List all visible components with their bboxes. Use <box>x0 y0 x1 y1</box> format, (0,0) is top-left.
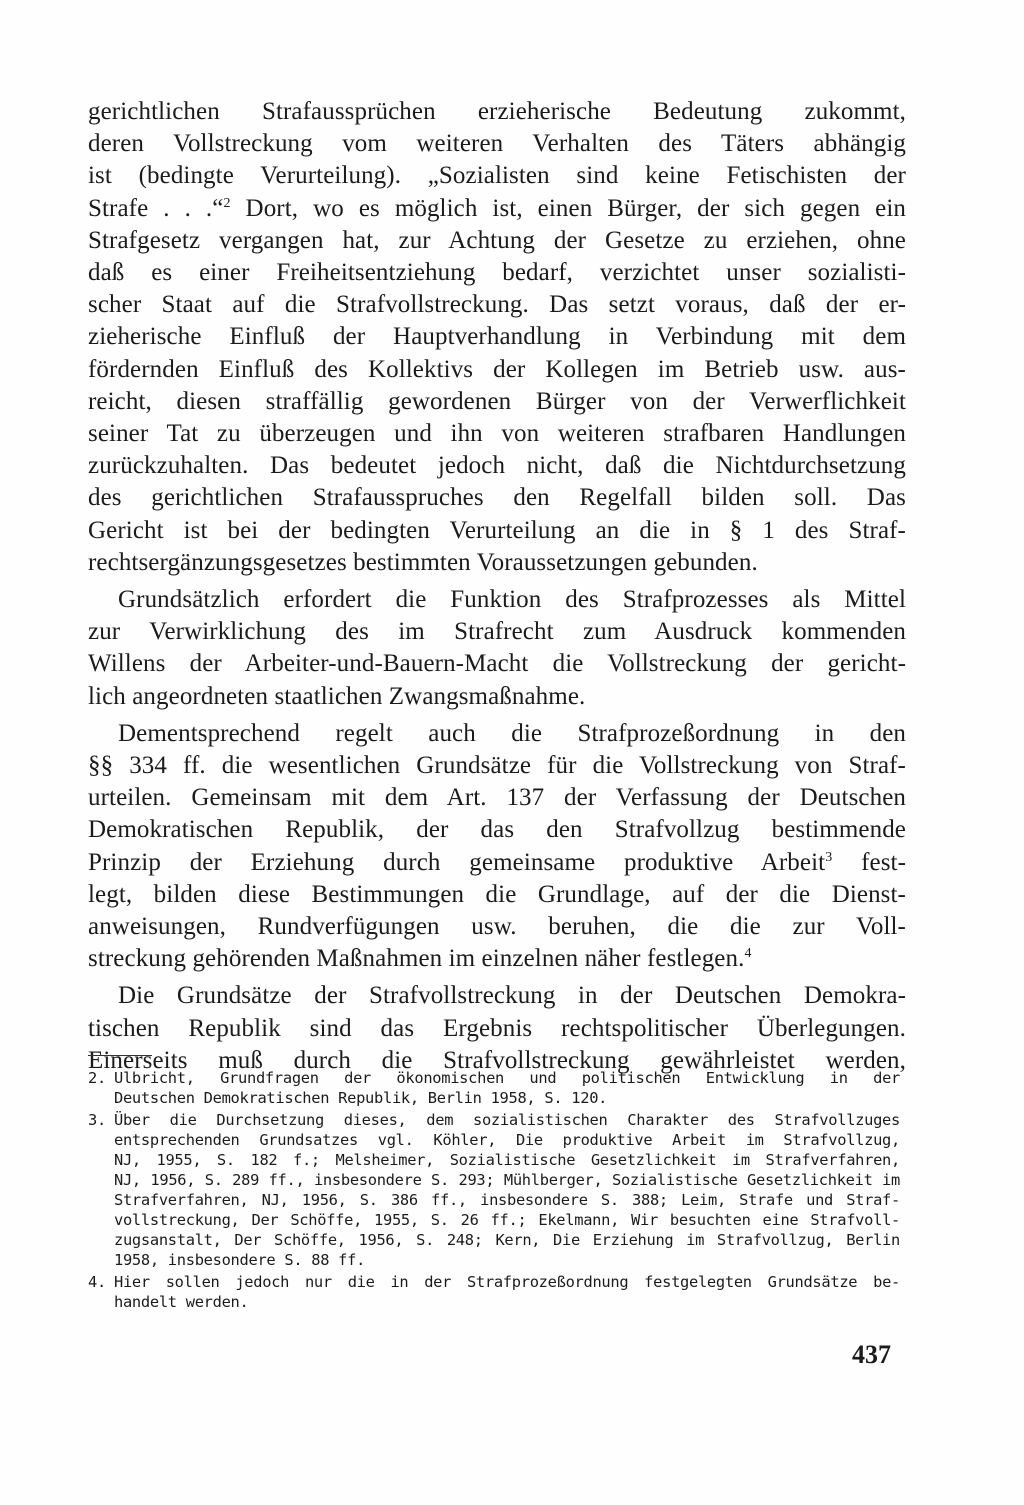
footnote-number: 4. <box>88 1273 106 1291</box>
text-line: des gerichtlichen Strafausspruches den Regelfall bilden soll. Das <box>88 484 906 512</box>
footnote-ref-2: 2 <box>223 195 231 211</box>
text-line: urteilen. Gemeinsam mit dem Art. 137 der Verfassung der Deutschen <box>88 784 906 812</box>
footnote-line: NJ, 1955, S. 182 f.; Melsheimer, Sozialistische Gesetzlichkeit im Strafverfahren, <box>114 1151 900 1169</box>
footnote-ref-3: 3 <box>825 849 833 865</box>
text-line: seiner Tat zu überzeugen und ihn von weiteren strafbaren Handlungen <box>88 420 906 448</box>
text-line: Dementsprechend regelt auch die Strafprozeßordnung in den <box>118 719 906 747</box>
text-line <box>88 193 906 225</box>
page-number: 437 <box>852 1340 891 1369</box>
footnote-number: 3. <box>88 1111 106 1129</box>
text-fragment: streckung gehörenden Maßnahmen im einzelnen näher festlegen. <box>88 945 745 973</box>
text-line: Einerseits muß durch die Strafvollstreckung gewährleistet werden, <box>88 1046 906 1074</box>
text-line: ist (bedingte Verurteilung). „Sozialisten sind keine Fetischisten der <box>88 162 906 190</box>
paragraph-1 <box>88 96 906 579</box>
paragraph-4 <box>88 980 906 1077</box>
footnotes <box>88 1068 900 1314</box>
text-line: anweisungen, Rundverfügungen usw. beruhen, die die zur Voll- <box>88 913 906 941</box>
text-line: Die Grundsätze der Strafvollstreckung in der Deutschen Demokra- <box>118 982 906 1010</box>
text-line: Willens der Arbeiter-und-Bauern-Macht die Vollstreckung der gericht- <box>88 650 906 678</box>
text-fragment: Strafe . . .“ <box>88 194 224 222</box>
text-line: Grundsätzlich erfordert die Funktion des Strafprozesses als Mittel <box>118 586 906 614</box>
text-line: Strafgesetz vergangen hat, zur Achtung der Gesetze zu erziehen, ohne <box>88 226 906 254</box>
footnote-line: zugsanstalt, Der Schöffe, 1956, S. 248; Kern, Die Erziehung im Strafvollzug, Berlin <box>114 1231 900 1249</box>
text-line: rechtsergänzungsgesetzes bestimmten Voraussetzungen gebunden. <box>88 548 758 576</box>
text-line: lich angeordneten staatlichen Zwangsmaßnahme. <box>88 682 586 710</box>
main-text <box>88 96 906 1077</box>
text-line: tischen Republik sind das Ergebnis rechtspolitischer Überlegungen. <box>88 1014 906 1042</box>
footnote-line: Deutschen Demokratischen Republik, Berlin 1958, S. 120. <box>114 1089 608 1107</box>
text-line: §§ 334 ff. die wesentlichen Grundsätze für die Vollstreckung von Straf- <box>88 752 906 780</box>
footnote-number: 2. <box>88 1069 106 1087</box>
paragraph-2 <box>88 584 906 713</box>
text-line: Demokratischen Republik, der das den Strafvollzug bestimmende <box>88 816 906 844</box>
footnote-line: Strafverfahren, NJ, 1956, S. 386 ff., insbesondere S. 388; Leim, Strafe und Straf- <box>114 1191 900 1209</box>
text-line: gerichtlichen Strafaussprüchen erzieherische Bedeutung zukommt, <box>88 98 906 125</box>
text-line <box>88 847 906 879</box>
footnote-line: 1958, insbesondere S. 88 ff. <box>114 1251 366 1269</box>
text-fragment: Dort, wo es möglich ist, einen Bürger, der sich gegen ein <box>245 194 906 222</box>
text-line: legt, bilden diese Bestimmungen die Grundlage, auf der die Dienst- <box>88 880 906 908</box>
text-line: zurückzuhalten. Das bedeutet jedoch nicht, daß die Nichtdurchsetzung <box>88 452 906 480</box>
text-line: scher Staat auf die Strafvollstreckung. Das setzt voraus, daß der er- <box>88 291 906 319</box>
footnote-line: vollstreckung, Der Schöffe, 1955, S. 26 ff.; Ekelmann, Wir besuchten eine Strafvoll- <box>114 1211 900 1229</box>
text-line: Gericht ist bei der bedingten Verurteilung an die in § 1 des Straf- <box>88 516 906 544</box>
text-line: reicht, diesen straffällig gewordenen Bürger von der Verwerflichkeit <box>88 387 906 415</box>
footnote-line: NJ, 1956, S. 289 ff., insbesondere S. 293; Mühlberger, Sozialistische Gesetzlichkeit im <box>114 1171 900 1189</box>
footnote-line: Ulbricht, Grundfragen der ökonomischen und politischen Entwicklung in der <box>114 1069 900 1087</box>
text-line: zur Verwirklichung des im Strafrecht zum Ausdruck kommenden <box>88 618 906 646</box>
text-fragment: Prinzip der Erziehung durch gemeinsame produktive Arbeit <box>88 848 826 876</box>
text-fragment: fest- <box>861 848 906 876</box>
footnote-line: Über die Durchsetzung dieses, dem sozialistischen Charakter des Strafvollzuges <box>114 1111 900 1129</box>
footnote-ref-4: 4 <box>744 946 752 962</box>
text-line: fördernden Einfluß des Kollektivs der Kollegen im Betrieb usw. aus- <box>88 355 906 383</box>
footnote-line: handelt werden. <box>114 1293 249 1311</box>
footnote-divider <box>88 1055 152 1056</box>
footnote-3 <box>88 1110 900 1270</box>
paragraph-3 <box>88 718 906 976</box>
text-line: daß es einer Freiheitsentziehung bedarf, verzichtet unser sozialisti- <box>88 259 906 287</box>
text-line: deren Vollstreckung vom weiteren Verhalten des Täters abhängig <box>88 130 906 158</box>
footnote-2 <box>88 1068 900 1108</box>
text-line: zieherische Einfluß der Hauptverhandlung in Verbindung mit dem <box>88 323 906 351</box>
footnote-line: entsprechenden Grundsatzes vgl. Köhler, Die produktive Arbeit im Strafvollzug, <box>114 1131 900 1149</box>
footnote-4 <box>88 1272 900 1312</box>
footnote-line: Hier sollen jedoch nur die in der Strafprozeßordnung festgelegten Grundsätze be- <box>114 1273 900 1291</box>
text-line <box>88 943 906 975</box>
